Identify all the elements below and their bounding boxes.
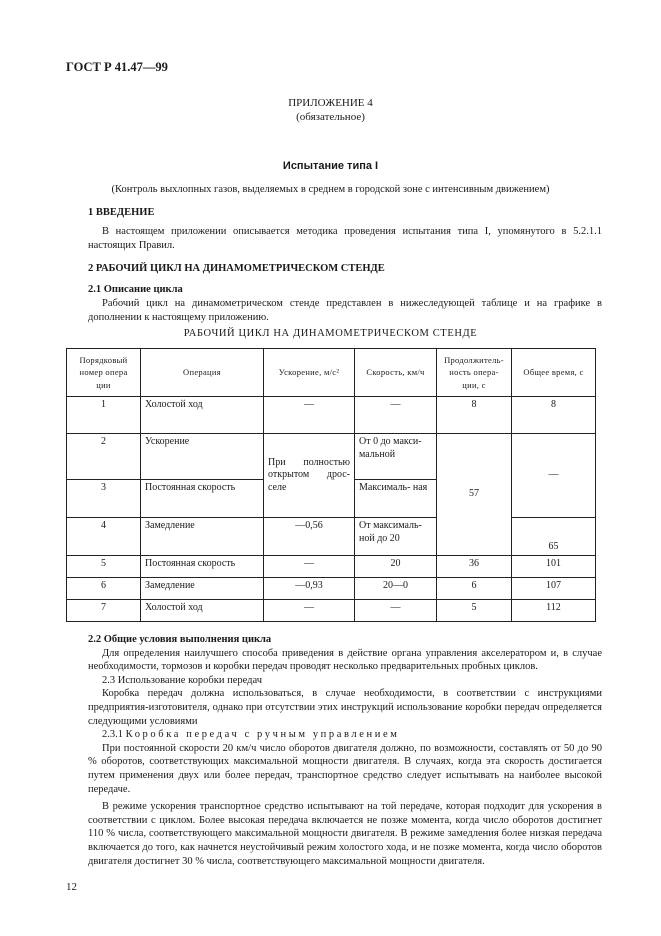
cell-accel: —: [264, 556, 355, 578]
cell-duration: 57: [437, 434, 512, 556]
header-total: Общее время, с: [512, 349, 596, 397]
cell-num: 4: [67, 518, 141, 556]
section-2-2-heading: 2.2 Общие условия выполнения цикла: [88, 634, 272, 645]
cell-total: 65: [512, 518, 596, 556]
body-text-block: [88, 633, 602, 868]
section-2-3-text: Коробка передач должна использоваться, в случае необходимости, в соответствии с инструкциями предприятия-изготовителя, однако при отсутствии этих инструкций использование коробки передач определяется следующими условиями: [88, 688, 602, 727]
cell-speed: От 0 до макси- мальной: [355, 434, 437, 480]
section-1-text: В настоящем приложении описывается методика проведения испытания типа I, упомянутого в 5.2.1.1 настоящих Правил.: [88, 226, 602, 251]
section-2-3-1-title: Коробка передач с ручным управлением: [125, 729, 400, 741]
cell-duration: 8: [437, 397, 512, 434]
cell-total: —: [512, 434, 596, 518]
table-row: [67, 518, 596, 556]
cell-operation: Холостой ход: [141, 600, 264, 622]
header-duration: Продолжитель- ность опера- ции, с: [437, 349, 512, 397]
cell-speed: 20: [355, 556, 437, 578]
test-title: Испытание типа I: [282, 160, 379, 172]
cell-duration: 6: [437, 578, 512, 600]
cell-accel: При полностью открытом дрос- селе: [264, 434, 355, 518]
appendix-status: (обязательное): [296, 111, 365, 123]
header-num: Порядковый номер опера ции: [67, 349, 141, 397]
section-2-3-1-number: 2.3.1: [102, 729, 123, 741]
cell-operation: Замедление: [141, 578, 264, 600]
cell-speed: —: [355, 600, 437, 622]
section-1-heading: 1 ВВЕДЕНИЕ: [88, 207, 155, 218]
section-2-1-heading: 2.1 Описание цикла: [88, 284, 183, 295]
section-2-heading: 2 РАБОЧИЙ ЦИКЛ НА ДИНАМОМЕТРИЧЕСКОМ СТЕНДЕ: [88, 263, 385, 274]
table-row: [67, 600, 596, 622]
cell-duration: 36: [437, 556, 512, 578]
cell-operation: Постоянная скорость: [141, 480, 264, 518]
table-caption: РАБОЧИЙ ЦИКЛ НА ДИНАМОМЕТРИЧЕСКОМ СТЕНДЕ: [183, 328, 478, 339]
cell-num: 5: [67, 556, 141, 578]
cell-num: 1: [67, 397, 141, 434]
section-2-3-1-heading: [88, 728, 602, 742]
cell-speed: —: [355, 397, 437, 434]
section-2-3-1-paragraph-1: При постоянной скорости 20 км/ч число оборотов двигателя должно, по возможности, составлять от 50 до 90 % оборотов, соответствующих максимальной мощности двигателя. В случаях, когда эта скорость достигается путем применения двух или более передач, транспортное средство следует испытывать на наиболее высокой передаче.: [88, 742, 602, 795]
appendix-title: ПРИЛОЖЕНИЕ 4: [288, 97, 373, 109]
section-2-1-text: Рабочий цикл на динамометрическом стенде представлен в нижеследующей таблице и на графике в дополнении к настоящему приложению.: [88, 298, 602, 323]
table-header-row: [67, 349, 596, 397]
cell-speed: 20—0: [355, 578, 437, 600]
header-accel: Ускорение, м/с²: [264, 349, 355, 397]
table-row: [67, 397, 596, 434]
document-code: ГОСТ Р 41.47—99: [66, 60, 168, 74]
table-row: [67, 556, 596, 578]
cell-operation: Ускорение: [141, 434, 264, 480]
cell-operation: Замедление: [141, 518, 264, 556]
cell-total: 101: [512, 556, 596, 578]
cell-total: 107: [512, 578, 596, 600]
work-cycle-table: [66, 348, 596, 622]
cell-accel: —0,93: [264, 578, 355, 600]
cell-num: 7: [67, 600, 141, 622]
cell-duration: 5: [437, 600, 512, 622]
cell-operation: Постоянная скорость: [141, 556, 264, 578]
header-speed: Скорость, км/ч: [355, 349, 437, 397]
section-2-3-1-paragraph-2: В режиме ускорения транспортное средство испытывают на той передаче, которая подходит для ускорения в соответствии с циклом. Более высокая передача включается не позже момента, когда число оборотов достигнет 110 % числа, соответствующего максимальной мощности двигателя. В режиме замедления более низкая передача включается до того, как начнется неустойчивый режим холостого хода, и не позже момента, когда число оборотов двигателя достигнет 30 % числа, соответствующего максимальной мощности двигателя.: [88, 801, 602, 867]
cell-operation: Холостой ход: [141, 397, 264, 434]
cell-num: 6: [67, 578, 141, 600]
cell-num: 3: [67, 480, 141, 518]
header-operation: Операция: [141, 349, 264, 397]
cell-total: 8: [512, 397, 596, 434]
cell-accel: —: [264, 600, 355, 622]
cell-total: 112: [512, 600, 596, 622]
table-row: [67, 434, 596, 480]
cell-accel: —: [264, 397, 355, 434]
cell-accel: —0,56: [264, 518, 355, 556]
cell-speed: Максималь- ная: [355, 480, 437, 518]
table-row: [67, 578, 596, 600]
cell-speed: От максималь- ной до 20: [355, 518, 437, 556]
section-2-2-text: Для определения наилучшего способа приведения в действие органа управления акселератором и, в случае необходимости, тормозов и коробки передач проводят несколько предварительных пробных циклов.: [88, 647, 602, 673]
section-2-3-heading: 2.3 Использование коробки передач: [102, 674, 263, 686]
page-number: 12: [66, 881, 77, 893]
subtitle: (Контроль выхлопных газов, выделяемых в среднем в городской зоне с интенсивным движением): [111, 184, 550, 195]
cell-num: 2: [67, 434, 141, 480]
